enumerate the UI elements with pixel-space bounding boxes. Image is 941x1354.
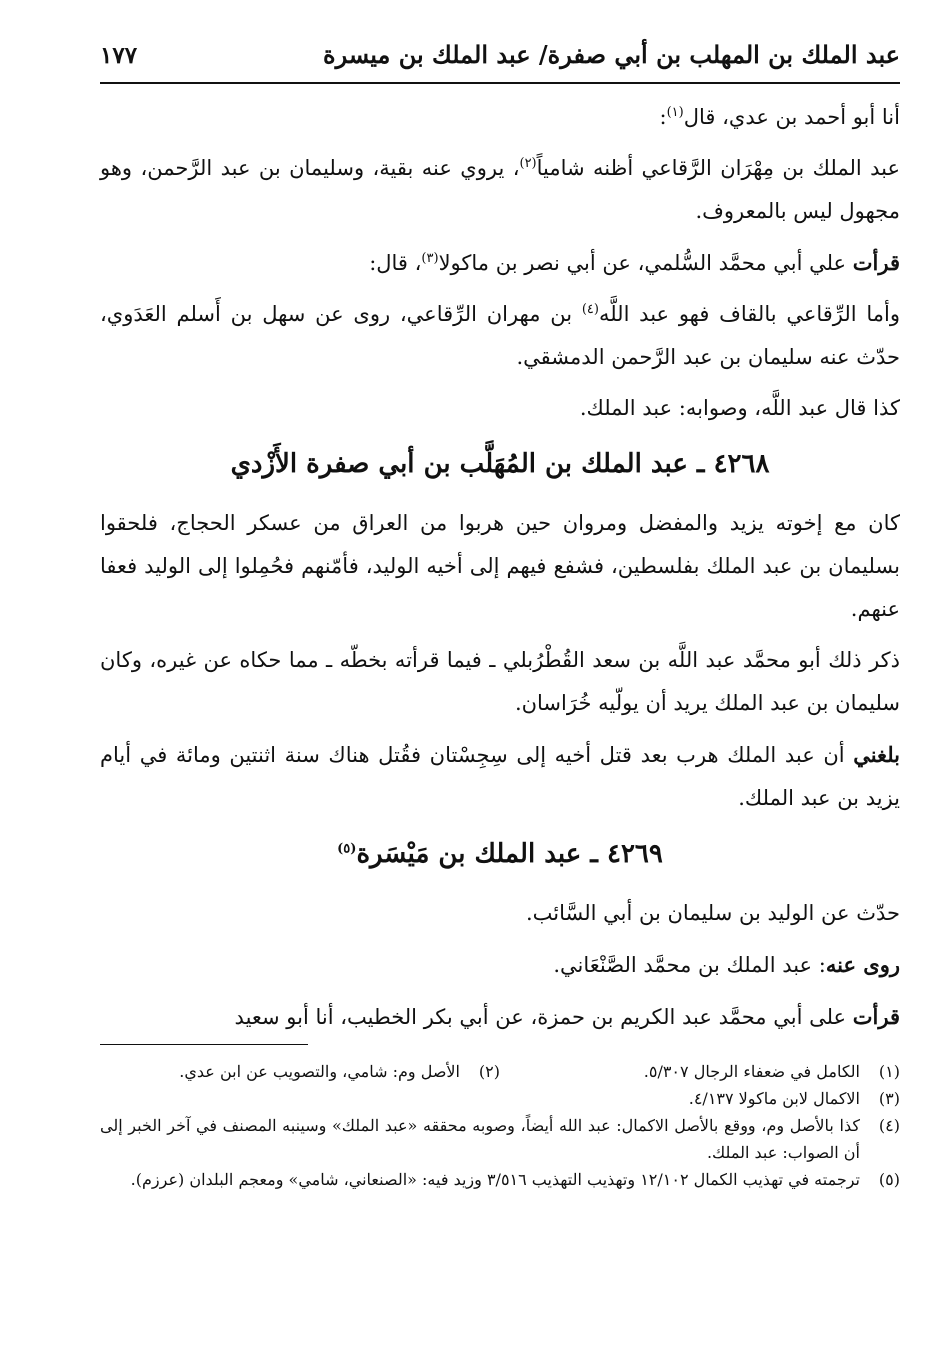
lead-word: بلغني xyxy=(853,742,900,767)
text-span: وأما الرِّقاعي بالقاف فهو عبد اللَّه xyxy=(598,302,900,326)
footnotes xyxy=(100,1058,900,1193)
footnote-divider xyxy=(100,1044,308,1045)
footnote-number: (٥) xyxy=(878,1170,900,1189)
footnote xyxy=(100,1085,900,1112)
paragraph xyxy=(100,995,900,1039)
footnote-ref: (١) xyxy=(666,105,684,120)
footnote-number: (٣) xyxy=(878,1089,900,1108)
text-span: : عبد الملك بن محمَّد الصَّنْعَاني. xyxy=(553,953,826,977)
text-span: ، يروي عنه بقية، وسليمان بن عبد الرَّحمن، وهو مجهول ليس بالمعروف. xyxy=(100,156,900,223)
footnote-text: الكامل في ضعفاء الرجال ٥/٣٠٧. xyxy=(643,1062,860,1081)
paragraph xyxy=(100,733,900,820)
paragraph: ذكر ذلك أبو محمَّد عبد اللَّه بن سعد القُطْرُبلي ـ فيما قرأته بخطّه ـ مما حكاه عن غيره، وكان سليمان بن عبد الملك يريد أن يولّيه خُرَاسان. xyxy=(100,648,901,715)
page-header xyxy=(100,36,900,84)
text-span: على أبي محمَّد عبد الكريم بن حمزة، عن أبي بكر الخطيب، أنا أبو سعيد xyxy=(234,1005,853,1029)
main-text xyxy=(100,96,900,1047)
footnote-ref: (٢) xyxy=(519,156,537,171)
lead-word: قرأت xyxy=(852,1004,900,1029)
footnote-number: (١) xyxy=(878,1062,900,1081)
text-span: أنا أبو أحمد بن عدي، قال xyxy=(683,105,900,129)
footnote xyxy=(179,1058,500,1085)
paragraph xyxy=(100,943,900,987)
lead-word: روى عنه xyxy=(825,952,900,977)
text-span: بن مهران الرِّقاعي، روى عن سهل بن أَسلم العَدَوي، حدّث عنه سليمان بن عبد الرَّحمن الدمشقي. xyxy=(100,302,900,369)
paragraph: كان مع إخوته يزيد والمفضل ومروان حين هربوا من العراق من عسكر الحجاج، فلحقوا بسليمان بن عبد الملك بفلسطين، فشفع فيهم إلى أخيه الوليد، فأمّنهم فحُمِلوا إلى الوليد فعفا عنهم. xyxy=(100,511,900,621)
text-span: عبد الملك بن مِهْرَان الرَّقاعي أظنه شامياً xyxy=(536,156,900,180)
footnote-text: كذا بالأصل وم، ووقع بالأصل الاكمال: عبد الله أيضاً، وصوبه محققه «عبد الملك» وسينبه المصنف في آخر الخبر إلى أن الصواب: عبد الملك. xyxy=(100,1116,860,1162)
paragraph xyxy=(100,96,900,139)
page-number: ١٧٧ xyxy=(100,42,138,69)
footnote-text: الأصل وم: شامي، والتصويب عن ابن عدي. xyxy=(179,1062,460,1081)
footnote-number: (٢) xyxy=(478,1062,500,1081)
text-span: أن عبد الملك هرب بعد قتل أخيه إلى سِجِسْتان فقُتل هناك سنة اثنتين ومائة في أيام يزيد بن عبد الملك. xyxy=(100,743,900,810)
footnote xyxy=(500,1058,900,1085)
footnote-text: ترجمته في تهذيب الكمال ١٢/١٠٢ وتهذيب التهذيب ٣/٥١٦ وزيد فيه: «الصنعاني، شامي» ومعجم البلدان (عرزم). xyxy=(130,1170,860,1189)
paragraph xyxy=(100,293,900,379)
footnote xyxy=(100,1166,900,1193)
text-span: ، قال: xyxy=(369,251,422,275)
heading-text: ٤٢٦٩ ـ عبد الملك بن مَيْسَرة xyxy=(356,839,663,869)
footnote-ref: (٤) xyxy=(581,302,599,317)
paragraph xyxy=(100,147,900,233)
footnote-row xyxy=(100,1058,900,1085)
footnote-ref: (٣) xyxy=(421,251,439,266)
lead-word: قرأت xyxy=(852,250,900,275)
text-span: : xyxy=(659,105,667,129)
text-span: كذا قال عبد اللَّه، وصوابه: عبد الملك. xyxy=(579,396,900,420)
running-title: عبد الملك بن المهلب بن أبي صفرة/ عبد الملك بن ميسرة xyxy=(323,40,900,69)
paragraph xyxy=(100,387,900,430)
paragraph xyxy=(100,241,900,285)
footnote-text: الاكمال لابن ماكولا ٤/١٣٧. xyxy=(688,1089,860,1108)
paragraph: حدّث عن الوليد بن سليمان بن أبي السَّائب. xyxy=(525,901,900,925)
entry-heading: ٤٢٦٨ ـ عبد الملك بن المُهَلَّب بن أبي صفرة الأَزْدي xyxy=(230,449,770,479)
entry-heading xyxy=(100,828,900,880)
footnote-number: (٤) xyxy=(878,1116,900,1135)
text-span: علي أبي محمَّد السُّلمي، عن أبي نصر بن ماكولا xyxy=(438,251,853,275)
footnote xyxy=(100,1112,900,1166)
footnote-ref: (٥) xyxy=(337,841,357,857)
